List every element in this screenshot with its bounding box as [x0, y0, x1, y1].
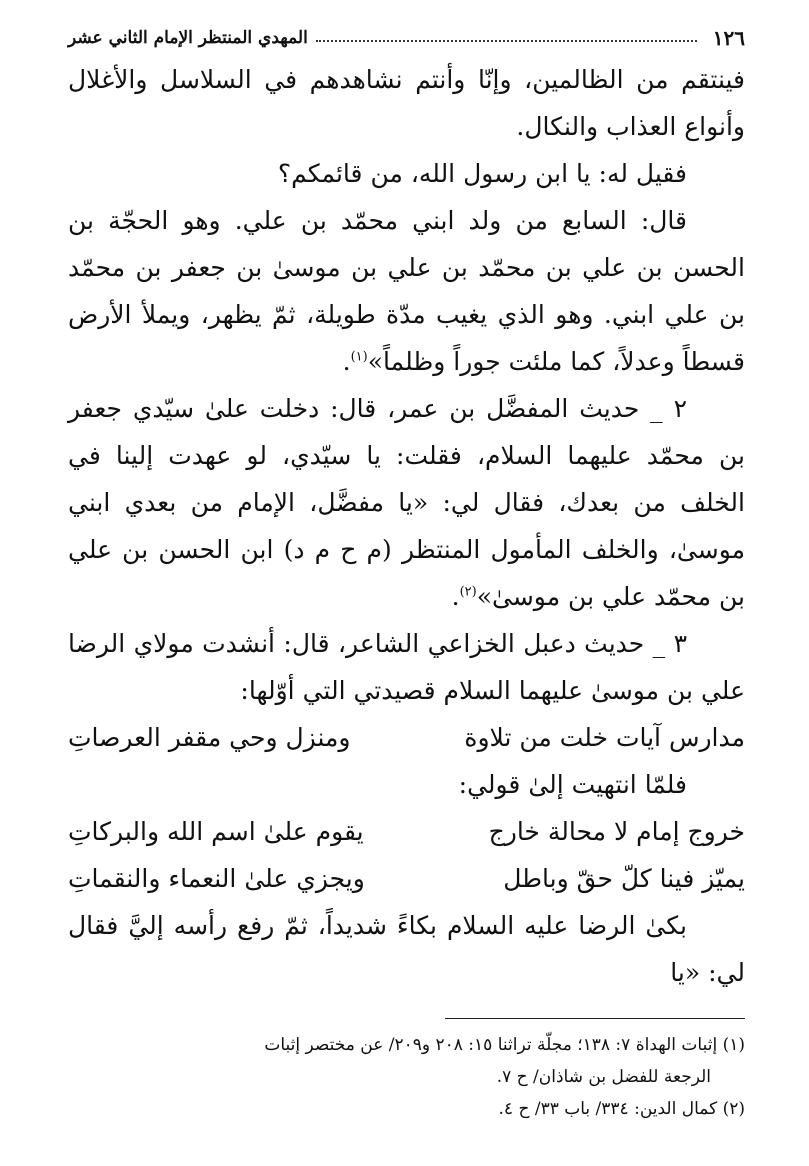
paragraph-4-text: ٢ _ حديث المفضَّل بن عمر، قال: دخلت علىٰ سيّدي جعفر بن محمّد عليهما السلام، فقلت: يا سيّدي، لو عهدت إلينا في الخلف من بعدك، فقال لي: «يا مفضَّل، الإمام من بعدي ابني موسىٰ، والخلف المأمول المنتظر (م ح م د) ابن الحسن بن علي بن محمّد علي بن موسىٰ» [68, 394, 745, 611]
paragraph-3-end: . [342, 347, 351, 376]
paragraph-3-text: قال: السابع من ولد ابني محمّد بن علي. وهو الحجّة بن الحسن بن علي بن محمّد بن علي بن موسىٰ بن جعفر بن محمّد بن علي ابني. وهو الذي يغيب مدّة طويلة، ثمّ يظهر، ويملأ الأرض قسطاً وعدلاً، كما ملئت جوراً وظلماً» [68, 206, 745, 376]
verse-2-first-hemistich: خروج إمام لا محالة خارج [488, 817, 745, 846]
paragraph-7: بكىٰ الرضا عليه السلام بكاءً شديداً، ثمّ رفع رأسه إليَّ فقال لي: «يا [68, 911, 745, 987]
footnote-ref-1[interactable]: (١) [350, 349, 368, 365]
verse-3-first-hemistich: يميّز فينا كلّ حقّ وباطل [503, 864, 745, 893]
page-number: ١٢٦ [712, 26, 745, 50]
paragraph-1: فينتقم من الظالمين، وإنّا وأنتم نشاهدهم في السلاسل والأغلال وأنواع العذاب والنكال. [68, 65, 745, 141]
running-header [68, 20, 745, 56]
footnote-separator [445, 1018, 745, 1019]
paragraph-4 [68, 385, 745, 620]
paragraph-5: ٣ _ حديث دعبل الخزاعي الشاعر، قال: أنشدت مولاي الرضا علي بن موسىٰ عليهما السلام قصيدتي التي أوّلها: [68, 629, 745, 705]
verse-line-2 [68, 808, 745, 855]
verse-1-second-hemistich: ومنزل وحي مقفر العرصاتِ [68, 723, 351, 752]
running-title: المهدي المنتظر الإمام الثاني عشر [68, 28, 308, 48]
paragraph-3 [68, 197, 745, 385]
verse-1-first-hemistich: مدارس آيات خلت من تلاوة [464, 723, 745, 752]
footnote-ref-2[interactable]: (٢) [459, 584, 477, 600]
paragraph-6: فلمّا انتهيت إلىٰ قولي: [458, 770, 687, 799]
verse-line-1 [68, 714, 745, 761]
verse-line-3 [68, 855, 745, 902]
main-text [68, 56, 745, 996]
verse-3-second-hemistich: ويجزي علىٰ النعماء والنقماتِ [68, 864, 365, 893]
header-dotted-leader [316, 40, 697, 42]
footnotes [68, 1029, 745, 1125]
footnote-1-line-1: (١) إثبات الهداة ٧: ١٣٨؛ مجلّة تراثنا ١٥: ٢٠٨ و٢٠٩/ عن مختصر إثبات [264, 1035, 745, 1055]
paragraph-2: فقيل له: يا ابن رسول الله، من قائمكم؟ [277, 159, 687, 188]
footnote-2: (٢) كمال الدين: ٣٣٤/ باب ٣٣/ ح ٤. [498, 1099, 745, 1119]
verse-2-second-hemistich: يقوم علىٰ اسم الله والبركاتِ [68, 817, 364, 846]
paragraph-4-end: . [451, 582, 460, 611]
footnote-1-line-2: الرجعة للفضل بن شاذان/ ح ٧. [496, 1067, 711, 1087]
